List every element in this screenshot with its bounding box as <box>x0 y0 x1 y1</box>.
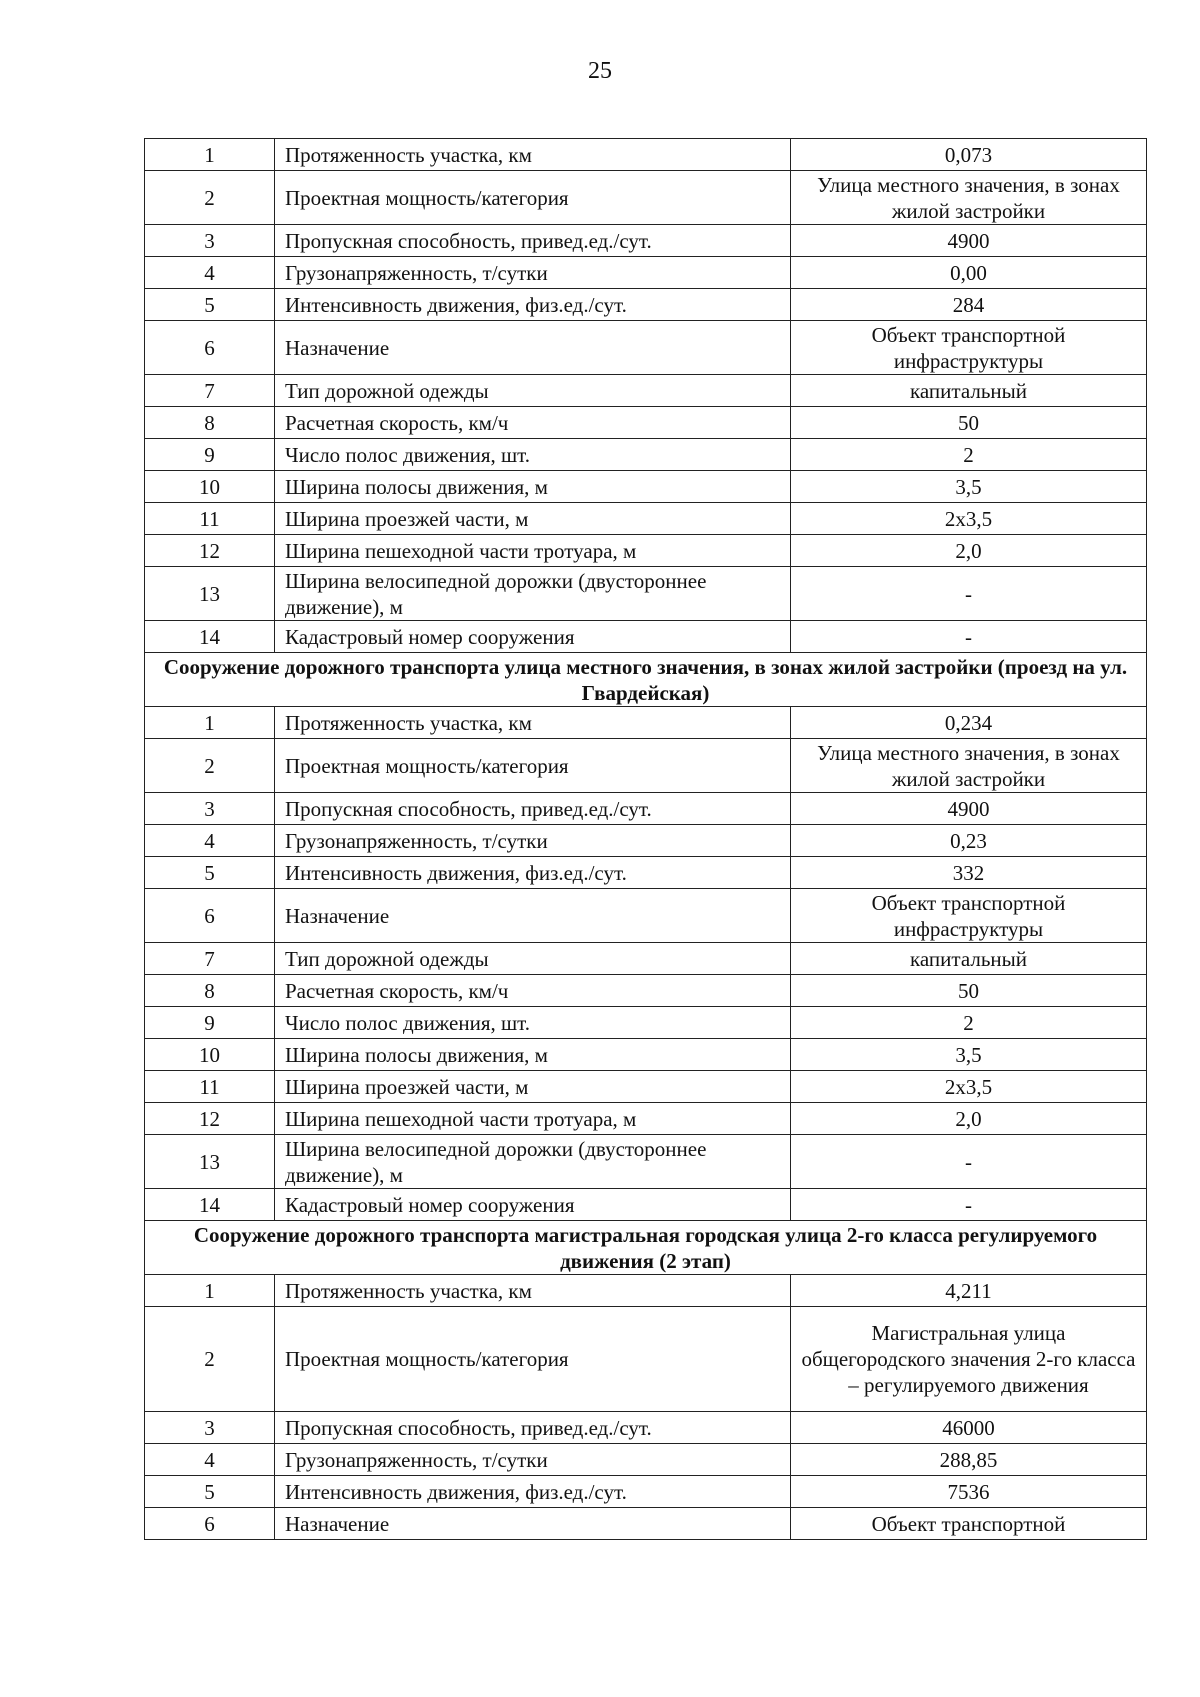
row-number: 6 <box>145 1508 275 1540</box>
table-row <box>145 1135 1147 1189</box>
row-number: 4 <box>145 1444 275 1476</box>
table-row <box>145 1412 1147 1444</box>
table-row <box>145 567 1147 621</box>
table-row <box>145 139 1147 171</box>
parameter-name: Протяженность участка, км <box>275 1275 791 1307</box>
parameter-value: Улица местного значения, в зонах жилой застройки <box>791 739 1147 793</box>
parameter-name: Проектная мощность/категория <box>275 171 791 225</box>
row-number: 5 <box>145 289 275 321</box>
parameter-name: Тип дорожной одежды <box>275 943 791 975</box>
page-number: 25 <box>588 58 612 84</box>
row-number: 1 <box>145 1275 275 1307</box>
parameter-value: капитальный <box>791 943 1147 975</box>
table-row <box>145 975 1147 1007</box>
parameter-value: 2х3,5 <box>791 503 1147 535</box>
parameter-name: Ширина проезжей части, м <box>275 1071 791 1103</box>
parameter-value: 46000 <box>791 1412 1147 1444</box>
table-row <box>145 1476 1147 1508</box>
table-row <box>145 889 1147 943</box>
parameter-value: 50 <box>791 975 1147 1007</box>
table-row <box>145 375 1147 407</box>
table-row <box>145 857 1147 889</box>
parameter-name: Грузонапряженность, т/сутки <box>275 825 791 857</box>
section-header-row <box>145 1221 1147 1275</box>
table-row <box>145 1039 1147 1071</box>
parameter-name: Проектная мощность/категория <box>275 1307 791 1412</box>
row-number: 4 <box>145 257 275 289</box>
parameter-name: Проектная мощность/категория <box>275 739 791 793</box>
row-number: 5 <box>145 857 275 889</box>
row-number: 12 <box>145 535 275 567</box>
parameter-name: Назначение <box>275 889 791 943</box>
row-number: 5 <box>145 1476 275 1508</box>
table-row <box>145 739 1147 793</box>
row-number: 11 <box>145 1071 275 1103</box>
row-number: 3 <box>145 225 275 257</box>
table-row <box>145 825 1147 857</box>
table-row <box>145 1071 1147 1103</box>
section-header-row <box>145 653 1147 707</box>
parameter-name: Ширина пешеходной части тротуара, м <box>275 535 791 567</box>
parameter-name: Назначение <box>275 1508 791 1540</box>
parameter-name: Интенсивность движения, физ.ед./сут. <box>275 857 791 889</box>
row-number: 9 <box>145 1007 275 1039</box>
parameter-value: Объект транспортной <box>791 1508 1147 1540</box>
table-row <box>145 707 1147 739</box>
parameter-value: Улица местного значения, в зонах жилой застройки <box>791 171 1147 225</box>
parameter-name: Кадастровый номер сооружения <box>275 1189 791 1221</box>
parameter-value: 0,00 <box>791 257 1147 289</box>
table-row <box>145 289 1147 321</box>
row-number: 12 <box>145 1103 275 1135</box>
table-row <box>145 1444 1147 1476</box>
parameter-value: 3,5 <box>791 471 1147 503</box>
parameter-name: Тип дорожной одежды <box>275 375 791 407</box>
parameter-name: Ширина проезжей части, м <box>275 503 791 535</box>
table-row <box>145 171 1147 225</box>
table-row <box>145 439 1147 471</box>
parameter-value: Объект транспортной инфраструктуры <box>791 321 1147 375</box>
parameter-value: Магистральная улица общегородского значения 2-го класса – регулируемого движения <box>791 1307 1147 1412</box>
parameter-value: 4900 <box>791 793 1147 825</box>
row-number: 13 <box>145 567 275 621</box>
parameter-name: Ширина полосы движения, м <box>275 471 791 503</box>
row-number: 6 <box>145 321 275 375</box>
parameter-name: Кадастровый номер сооружения <box>275 621 791 653</box>
row-number: 8 <box>145 407 275 439</box>
section-title: Сооружение дорожного транспорта улица местного значения, в зонах жилой застройки (проезд на ул. Гвардейская) <box>145 653 1147 707</box>
parameter-name: Ширина велосипедной дорожки (двустороннее движение), м <box>275 1135 791 1189</box>
parameter-name: Пропускная способность, привед.ед./сут. <box>275 793 791 825</box>
parameter-value: 2,0 <box>791 535 1147 567</box>
parameter-name: Число полос движения, шт. <box>275 439 791 471</box>
row-number: 10 <box>145 1039 275 1071</box>
table-row <box>145 471 1147 503</box>
table-row <box>145 1508 1147 1540</box>
table-row <box>145 1103 1147 1135</box>
row-number: 4 <box>145 825 275 857</box>
parameter-value: - <box>791 621 1147 653</box>
table-row <box>145 1307 1147 1412</box>
table-row <box>145 503 1147 535</box>
parameter-value: 0,234 <box>791 707 1147 739</box>
row-number: 8 <box>145 975 275 1007</box>
parameter-value: 4900 <box>791 225 1147 257</box>
table-row <box>145 535 1147 567</box>
table-row <box>145 225 1147 257</box>
parameter-value: - <box>791 1189 1147 1221</box>
table-row <box>145 1189 1147 1221</box>
parameter-name: Расчетная скорость, км/ч <box>275 407 791 439</box>
parameter-name: Пропускная способность, привед.ед./сут. <box>275 225 791 257</box>
table-body <box>145 139 1147 1540</box>
table-row <box>145 1275 1147 1307</box>
row-number: 3 <box>145 793 275 825</box>
table-row <box>145 943 1147 975</box>
parameter-value: 0,23 <box>791 825 1147 857</box>
row-number: 14 <box>145 1189 275 1221</box>
section-title: Сооружение дорожного транспорта магистральная городская улица 2-го класса регулируемого движения (2 этап) <box>145 1221 1147 1275</box>
row-number: 7 <box>145 943 275 975</box>
road-spec-table <box>144 138 1147 1540</box>
parameter-value: 2 <box>791 439 1147 471</box>
row-number: 14 <box>145 621 275 653</box>
parameter-name: Ширина велосипедной дорожки (двустороннее движение), м <box>275 567 791 621</box>
row-number: 13 <box>145 1135 275 1189</box>
parameter-name: Ширина полосы движения, м <box>275 1039 791 1071</box>
parameter-value: капитальный <box>791 375 1147 407</box>
parameter-value: 284 <box>791 289 1147 321</box>
row-number: 7 <box>145 375 275 407</box>
parameter-value: 7536 <box>791 1476 1147 1508</box>
row-number: 6 <box>145 889 275 943</box>
parameter-value: - <box>791 567 1147 621</box>
row-number: 3 <box>145 1412 275 1444</box>
table-row <box>145 621 1147 653</box>
row-number: 1 <box>145 139 275 171</box>
row-number: 1 <box>145 707 275 739</box>
row-number: 11 <box>145 503 275 535</box>
row-number: 2 <box>145 1307 275 1412</box>
parameter-value: 0,073 <box>791 139 1147 171</box>
parameter-name: Грузонапряженность, т/сутки <box>275 1444 791 1476</box>
parameter-value: 4,211 <box>791 1275 1147 1307</box>
parameter-name: Число полос движения, шт. <box>275 1007 791 1039</box>
parameter-value: - <box>791 1135 1147 1189</box>
row-number: 2 <box>145 171 275 225</box>
parameter-name: Пропускная способность, привед.ед./сут. <box>275 1412 791 1444</box>
parameter-value: 3,5 <box>791 1039 1147 1071</box>
parameter-name: Интенсивность движения, физ.ед./сут. <box>275 1476 791 1508</box>
parameter-name: Назначение <box>275 321 791 375</box>
row-number: 2 <box>145 739 275 793</box>
parameter-value: 332 <box>791 857 1147 889</box>
table-row <box>145 257 1147 289</box>
parameter-name: Протяженность участка, км <box>275 707 791 739</box>
table-row <box>145 1007 1147 1039</box>
row-number: 10 <box>145 471 275 503</box>
table-row <box>145 407 1147 439</box>
parameter-value: 2х3,5 <box>791 1071 1147 1103</box>
parameter-name: Грузонапряженность, т/сутки <box>275 257 791 289</box>
parameter-value: 288,85 <box>791 1444 1147 1476</box>
parameter-name: Интенсивность движения, физ.ед./сут. <box>275 289 791 321</box>
parameter-value: 2 <box>791 1007 1147 1039</box>
row-number: 9 <box>145 439 275 471</box>
parameter-name: Расчетная скорость, км/ч <box>275 975 791 1007</box>
table-row <box>145 321 1147 375</box>
parameter-name: Ширина пешеходной части тротуара, м <box>275 1103 791 1135</box>
table-row <box>145 793 1147 825</box>
parameter-name: Протяженность участка, км <box>275 139 791 171</box>
parameter-value: Объект транспортной инфраструктуры <box>791 889 1147 943</box>
parameter-value: 50 <box>791 407 1147 439</box>
parameter-value: 2,0 <box>791 1103 1147 1135</box>
